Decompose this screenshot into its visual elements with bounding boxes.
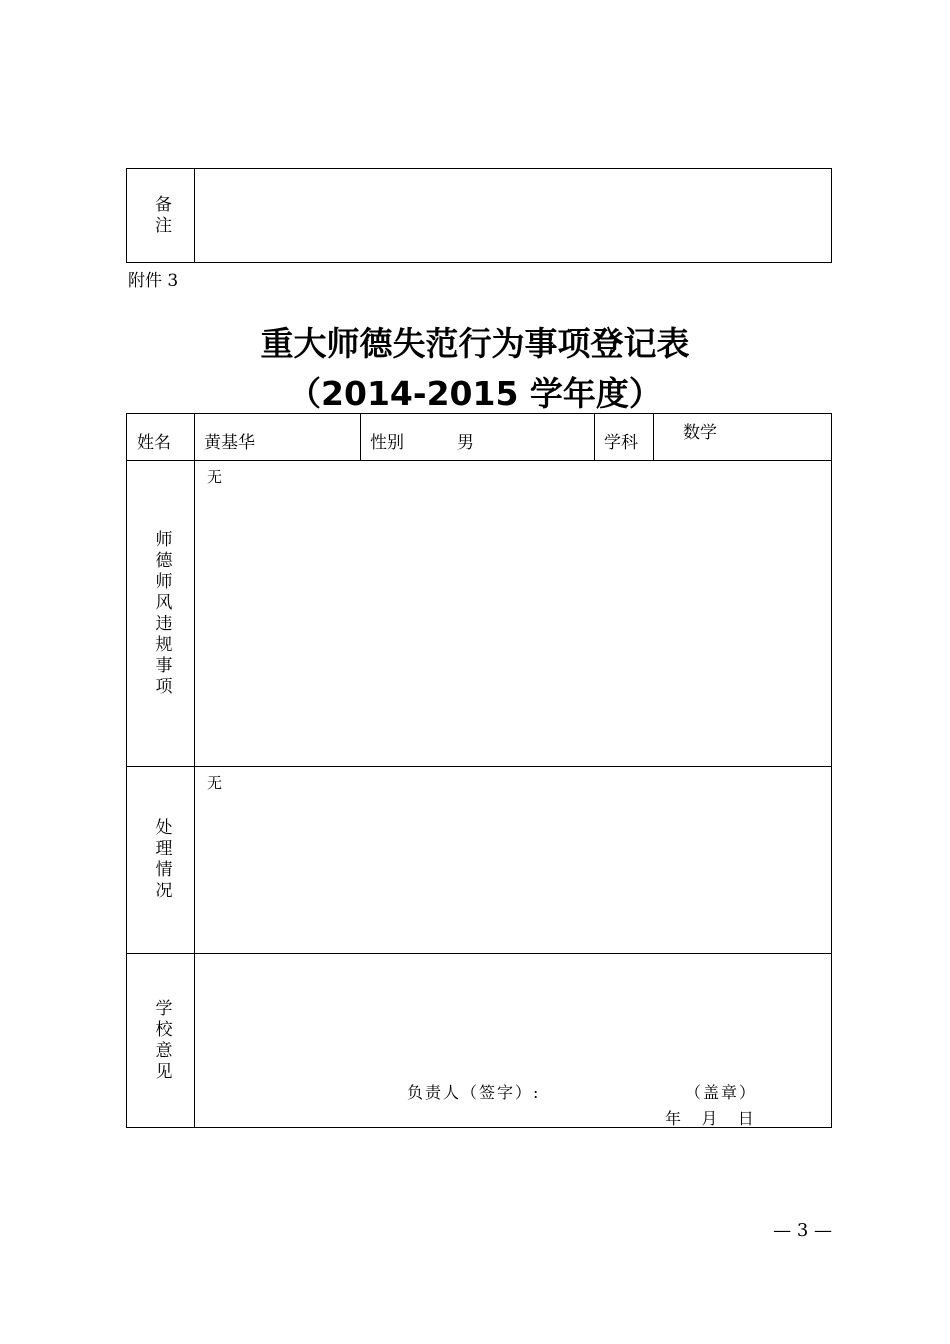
subject-value: 数学 [683,423,717,443]
row-divider [127,766,831,767]
attachment-label: 附件 3 [128,271,179,291]
page-number: — 3 — [773,1220,832,1241]
handling-label-cell [127,767,195,953]
school-opinion-label: 学校意见 [151,998,172,1083]
name-label: 姓名 [137,433,171,453]
row-divider [127,953,831,954]
gender-label: 性别 [370,433,404,453]
registration-table [126,413,832,1128]
name-value: 黄基华 [204,433,255,453]
remarks-label: 备注 [151,194,171,237]
subject-label: 学科 [604,433,638,453]
violations-content: 无 [207,468,223,486]
column-divider [653,414,654,460]
date-label: 年 月 日 [665,1109,754,1128]
column-divider [594,414,595,460]
violations-label: 师德师风违规事项 [151,529,172,698]
page-subtitle: （2014-2015 学年度） [288,374,662,413]
seal-label: （盖章） [685,1083,758,1102]
handling-content: 无 [207,774,223,792]
gender-value: 男 [457,433,474,453]
remarks-table [126,168,832,263]
page-title: 重大师德失范行为事项登记表 [260,324,690,363]
school-opinion-label-cell [127,954,195,1127]
violations-label-cell [127,461,195,766]
row-divider [127,460,831,461]
column-divider [360,414,361,460]
remarks-label-cell [127,169,195,262]
signer-label: 负责人（签字）: [407,1083,541,1102]
handling-label: 处理情况 [151,818,172,902]
